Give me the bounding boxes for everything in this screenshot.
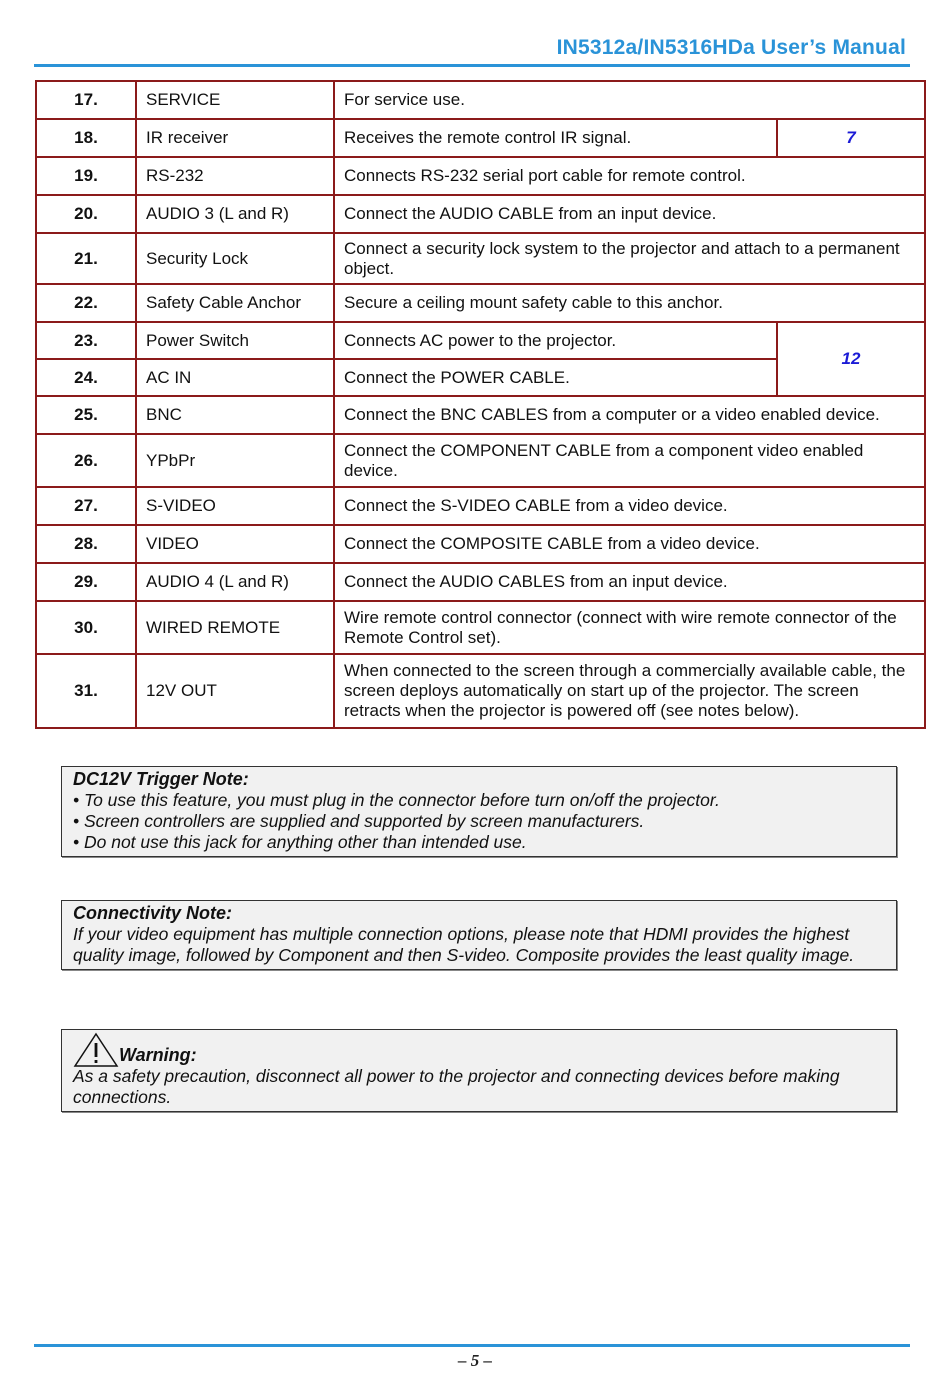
- table-row: [36, 322, 925, 359]
- item-name: RS-232: [136, 157, 334, 195]
- item-description: Connect the COMPOSITE CABLE from a video device.: [334, 525, 925, 563]
- item-name: Power Switch: [136, 322, 334, 359]
- item-description: When connected to the screen through a commercially available cable, the screen deploys automatically on start up of the projector. The screen retracts when the projector is powered off (see notes below).: [334, 654, 925, 728]
- item-name: SERVICE: [136, 81, 334, 119]
- item-description: Connect the BNC CABLES from a computer or a video enabled device.: [334, 396, 925, 434]
- item-description: Connect the POWER CABLE.: [334, 359, 777, 396]
- item-number: 29.: [36, 563, 136, 601]
- item-number: 21.: [36, 233, 136, 284]
- item-number: 23.: [36, 322, 136, 359]
- table-row: [36, 487, 925, 525]
- item-number: 30.: [36, 601, 136, 654]
- connector-table: [35, 80, 926, 729]
- item-description: Wire remote control connector (connect with wire remote connector of the Remote Control set).: [334, 601, 925, 654]
- note-title: Warning:: [119, 1045, 197, 1065]
- item-description: Connect a security lock system to the projector and attach to a permanent object.: [334, 233, 925, 284]
- item-description: Connect the AUDIO CABLES from an input device.: [334, 563, 925, 601]
- table-row: [36, 195, 925, 233]
- table-row: [36, 284, 925, 322]
- table-row: [36, 233, 925, 284]
- item-name: AUDIO 3 (L and R): [136, 195, 334, 233]
- page-number: – 5 –: [458, 1351, 492, 1370]
- table-row: [36, 434, 925, 487]
- table-row: [36, 654, 925, 728]
- item-number: 25.: [36, 396, 136, 434]
- page-reference: 7: [777, 119, 925, 157]
- item-number: 26.: [36, 434, 136, 487]
- connectivity-note: [61, 900, 897, 970]
- item-number: 27.: [36, 487, 136, 525]
- item-number: 17.: [36, 81, 136, 119]
- note-title: Connectivity Note:: [73, 903, 233, 923]
- item-name: Security Lock: [136, 233, 334, 284]
- item-number: 20.: [36, 195, 136, 233]
- item-description: Secure a ceiling mount safety cable to this anchor.: [334, 284, 925, 322]
- item-name: AUDIO 4 (L and R): [136, 563, 334, 601]
- item-description: Connect the S-VIDEO CABLE from a video device.: [334, 487, 925, 525]
- item-number: 19.: [36, 157, 136, 195]
- item-description: Connect the AUDIO CABLE from an input device.: [334, 195, 925, 233]
- note-text: As a safety precaution, disconnect all power to the projector and connecting devices before making connections.: [73, 1066, 840, 1107]
- note-line: • To use this feature, you must plug in the connector before turn on/off the projector.: [73, 790, 720, 810]
- item-name: VIDEO: [136, 525, 334, 563]
- note-title: DC12V Trigger Note:: [73, 769, 249, 789]
- table-row: [36, 396, 925, 434]
- item-name: BNC: [136, 396, 334, 434]
- page-reference: 12: [777, 322, 925, 396]
- table-row: [36, 157, 925, 195]
- header-rule: [34, 64, 910, 67]
- table-row: [36, 81, 925, 119]
- item-description: Connects AC power to the projector.: [334, 322, 777, 359]
- item-name: 12V OUT: [136, 654, 334, 728]
- item-name: Safety Cable Anchor: [136, 284, 334, 322]
- item-name: YPbPr: [136, 434, 334, 487]
- note-line: • Do not use this jack for anything other than intended use.: [73, 832, 527, 852]
- item-name: AC IN: [136, 359, 334, 396]
- table-row: [36, 119, 925, 157]
- table-row: [36, 563, 925, 601]
- item-number: 31.: [36, 654, 136, 728]
- item-number: 18.: [36, 119, 136, 157]
- note-text: If your video equipment has multiple connection options, please note that HDMI provides the highest quality image, followed by Component and then S-video. Composite provides the least quality image.: [73, 924, 855, 965]
- item-name: IR receiver: [136, 119, 334, 157]
- dc12v-trigger-note: [61, 766, 897, 857]
- item-number: 22.: [36, 284, 136, 322]
- item-number: 28.: [36, 525, 136, 563]
- item-number: 24.: [36, 359, 136, 396]
- warning-note: [61, 1029, 897, 1112]
- table-row: [36, 601, 925, 654]
- manual-title: IN5312a/IN5316HDa User’s Manual: [556, 36, 906, 59]
- warning-triangle-icon: [73, 1032, 119, 1066]
- note-line: • Screen controllers are supplied and supported by screen manufacturers.: [73, 811, 645, 831]
- item-description: Connects RS-232 serial port cable for remote control.: [334, 157, 925, 195]
- item-name: WIRED REMOTE: [136, 601, 334, 654]
- item-description: Connect the COMPONENT CABLE from a component video enabled device.: [334, 434, 925, 487]
- footer-rule: [34, 1344, 910, 1347]
- item-description: Receives the remote control IR signal.: [334, 119, 777, 157]
- item-name: S-VIDEO: [136, 487, 334, 525]
- item-description: For service use.: [334, 81, 925, 119]
- table-row: [36, 525, 925, 563]
